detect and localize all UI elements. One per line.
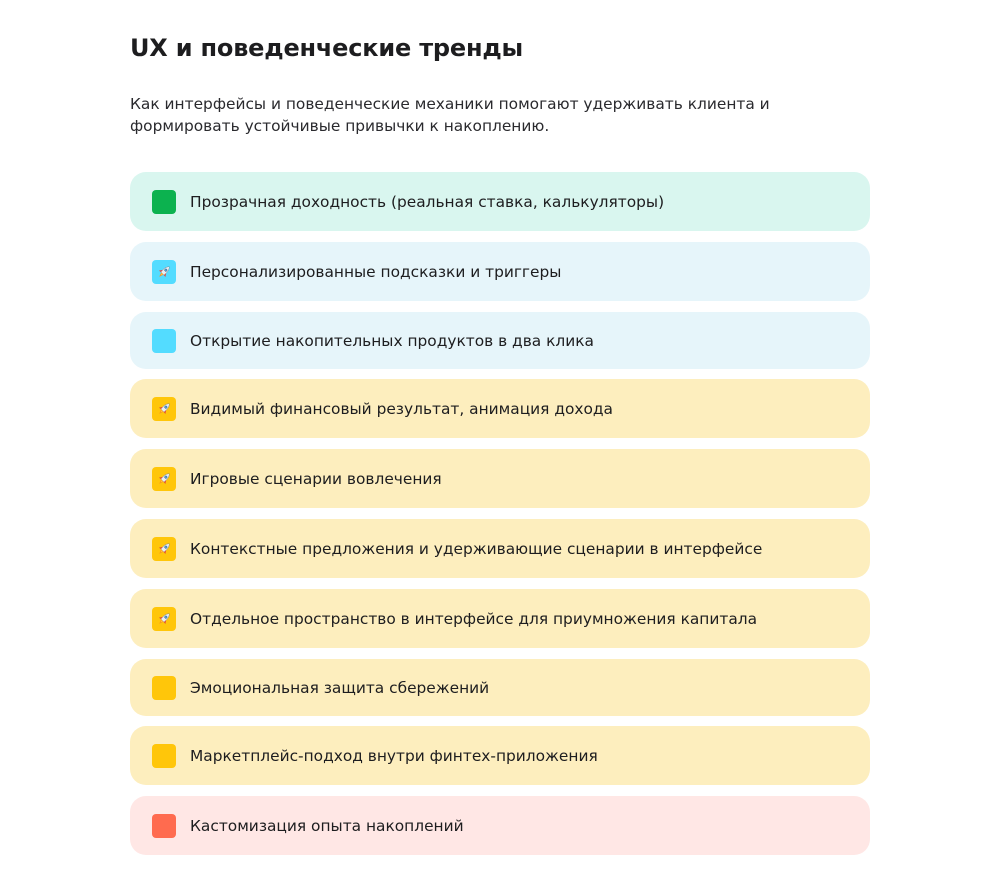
trend-item <box>130 796 870 855</box>
trend-item <box>130 242 870 301</box>
trend-label: Открытие накопительных продуктов в два клика <box>190 331 594 350</box>
trend-label: Кастомизация опыта накоплений <box>190 816 464 835</box>
trend-item <box>130 379 870 438</box>
rocket-icon <box>152 397 176 421</box>
trend-label: Контекстные предложения и удерживающие сценарии в интерфейсе <box>190 539 763 558</box>
yellow-square-icon <box>152 676 176 700</box>
trend-label: Маркетплейс-подход внутри финтех-приложения <box>190 746 598 765</box>
rocket-icon <box>152 607 176 631</box>
page-description: Как интерфейсы и поведенческие механики помогают удерживать клиента и формировать устойчивые привычки к накоплению. <box>130 95 770 135</box>
trend-label: Прозрачная доходность (реальная ставка, калькуляторы) <box>190 192 665 211</box>
cyan-square-icon <box>152 329 176 353</box>
trend-label: Эмоциональная защита сбережений <box>190 678 490 697</box>
trend-item <box>130 312 870 369</box>
trend-item <box>130 589 870 648</box>
rocket-icon <box>152 467 176 491</box>
trend-item <box>130 519 870 578</box>
trend-label: Отдельное пространство в интерфейсе для приумножения капитала <box>190 609 758 628</box>
rocket-icon <box>152 260 176 284</box>
trend-item <box>130 449 870 508</box>
trend-label: Персонализированные подсказки и триггеры <box>190 262 562 281</box>
trend-item <box>130 659 870 716</box>
rocket-icon <box>152 537 176 561</box>
page-title: UX и поведенческие тренды <box>130 34 524 62</box>
trend-label: Видимый финансовый результат, анимация дохода <box>190 399 613 418</box>
yellow-square-icon <box>152 744 176 768</box>
trend-item <box>130 172 870 231</box>
trend-item <box>130 726 870 785</box>
trend-label: Игровые сценарии вовлечения <box>190 469 442 488</box>
green-square-icon <box>152 190 176 214</box>
red-square-icon <box>152 814 176 838</box>
